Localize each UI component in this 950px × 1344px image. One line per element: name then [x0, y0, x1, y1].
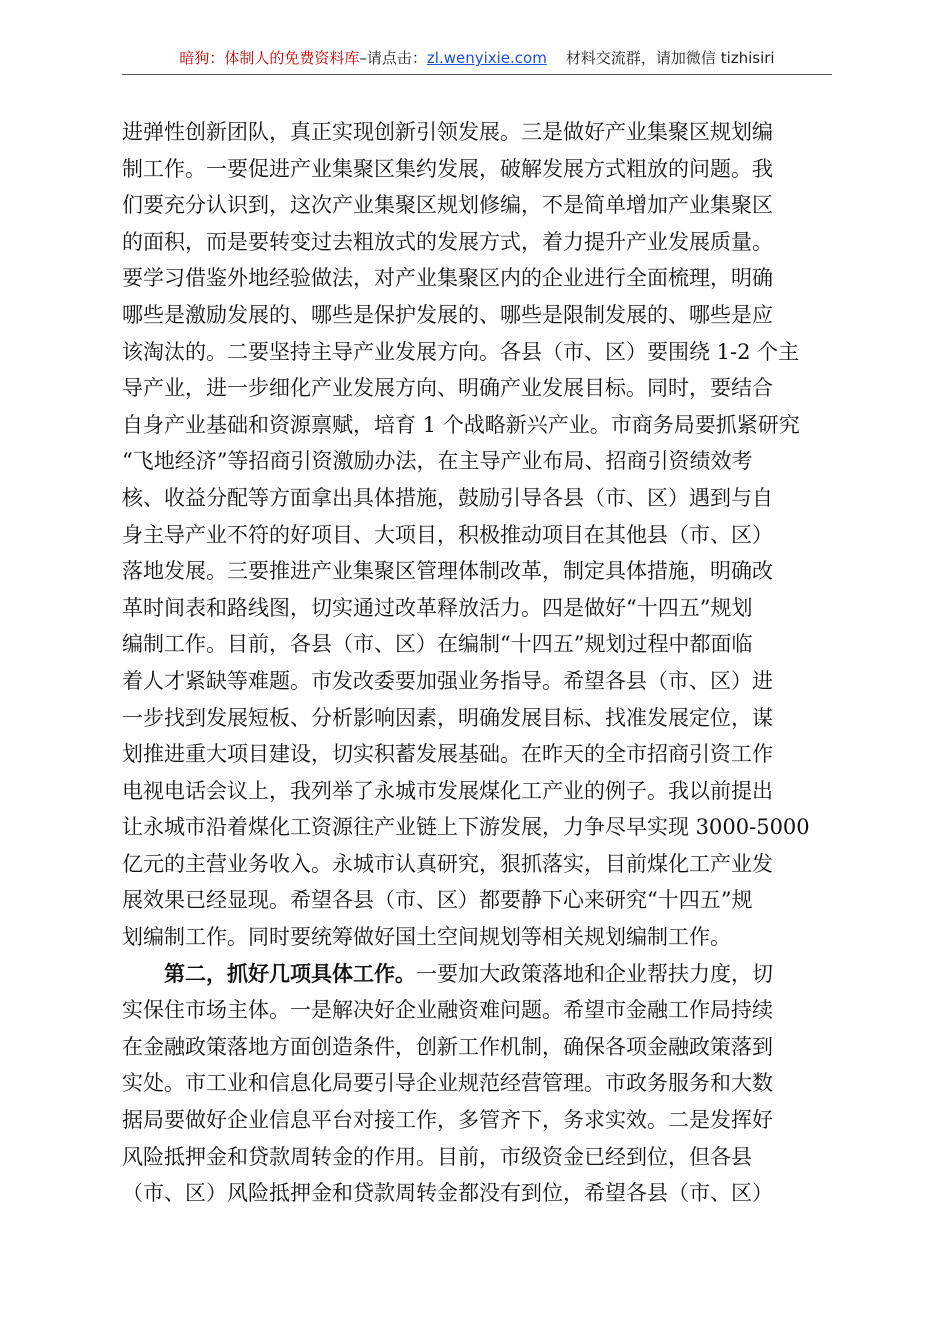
- header-contact: 材料交流群，请加微信 tizhisiri: [565, 49, 775, 67]
- text-line: 着人才紧缺等难题。市发改委要加强业务指导。希望各县（市、区）进: [122, 668, 773, 693]
- text-line: 进弹性创新团队，真正实现创新引领发展。三是做好产业集聚区规划编: [122, 120, 773, 144]
- text-line: 革时间表和路线图，切实通过改革释放活力。四是做好“十四五”规划: [122, 595, 753, 620]
- text-line: 制工作。一要促进产业集聚区集约发展，破解发展方式粗放的问题。我: [122, 156, 773, 181]
- text-line: 在金融政策落地方面创造条件，创新工作机制，确保各项金融政策落到: [122, 1034, 773, 1059]
- text-line: 风险抵押金和贷款周转金的作用。目前，市级资金已经到位，但各县: [122, 1144, 752, 1169]
- text-line: 该淘汰的。二要坚持主导产业发展方向。各县（市、区）要围绕 1-2 个主: [122, 339, 800, 364]
- text-line: 落地发展。三要推进产业集聚区管理体制改革，制定具体措施，明确改: [122, 559, 773, 584]
- text-line: 要学习借鉴外地经验做法，对产业集聚区内的企业进行全面梳理，明确: [122, 266, 773, 291]
- header-divider: [122, 74, 832, 75]
- text-line: 展效果已经显现。希望各县（市、区）都要静下心来研究“十四五”规: [122, 888, 753, 913]
- text-line: 们要充分认识到，这次产业集聚区规划修编，不是简单增加产业集聚区: [122, 193, 773, 218]
- paragraph-2: [122, 956, 834, 1212]
- header-prompt: –请点击：: [359, 49, 427, 67]
- text-line: （市、区）风险抵押金和贷款周转金都没有到位，希望各县（市、区）: [122, 1181, 773, 1206]
- text-line: “飞地经济”等招商引资激励办法，在主导产业布局、招商引资绩效考: [122, 449, 753, 474]
- text-line: 编制工作。目前，各县（市、区）在编制“十四五”规划过程中都面临: [122, 632, 753, 657]
- header-link[interactable]: zl.wenyixie.com: [426, 49, 547, 67]
- text-line: 让永城市沿着煤化工资源往产业链上下游发展，力争尽早实现 3000-5000: [122, 815, 810, 840]
- page-header: [122, 44, 832, 72]
- section-heading: 第二，抓好几项具体工作。: [164, 960, 416, 986]
- text-line: 自身产业基础和资源禀赋，培育 1 个战略新兴产业。市商务局要抓紧研究: [122, 412, 800, 437]
- text-line: 电视电话会议上，我列举了永城市发展煤化工产业的例子。我以前提出: [122, 778, 773, 803]
- text-line: 划编制工作。同时要统筹做好国土空间规划等相关规划编制工作。: [122, 925, 731, 950]
- text-line: 核、收益分配等方面拿出具体措施，鼓励引导各县（市、区）遇到与自: [122, 485, 773, 510]
- text-line: 划推进重大项目建设，切实积蓄发展基础。在昨天的全市招商引资工作: [122, 742, 773, 767]
- heading-continuation: 一要加大政策落地和企业帮扶力度，切: [416, 961, 773, 986]
- header-brand: 暗狗：体制人的免费资料库: [179, 49, 360, 67]
- text-line: 一步找到发展短板、分析影响因素，明确发展目标、找准发展定位，谋: [122, 705, 773, 730]
- text-line: 实处。市工业和信息化局要引导企业规范经营管理。市政务服务和大数: [122, 1071, 773, 1096]
- text-line: 实保住市场主体。一是解决好企业融资难问题。希望市金融工作局持续: [122, 998, 773, 1023]
- text-line: 亿元的主营业务收入。永城市认真研究，狠抓落实，目前煤化工产业发: [122, 851, 773, 876]
- document-body: [122, 114, 834, 1212]
- text-line: 身主导产业不符的好项目、大项目，积极推动项目在其他县（市、区）: [122, 522, 773, 547]
- text-line: 哪些是激励发展的、哪些是保护发展的、哪些是限制发展的、哪些是应: [122, 302, 773, 327]
- paragraph-1: [122, 114, 834, 956]
- text-line-first: [122, 956, 834, 993]
- text-line: 的面积，而是要转变过去粗放式的发展方式，着力提升产业发展质量。: [122, 229, 773, 254]
- text-line: 导产业，进一步细化产业发展方向、明确产业发展目标。同时，要结合: [122, 376, 773, 401]
- text-line: 据局要做好企业信息平台对接工作，多管齐下，务求实效。二是发挥好: [122, 1108, 773, 1133]
